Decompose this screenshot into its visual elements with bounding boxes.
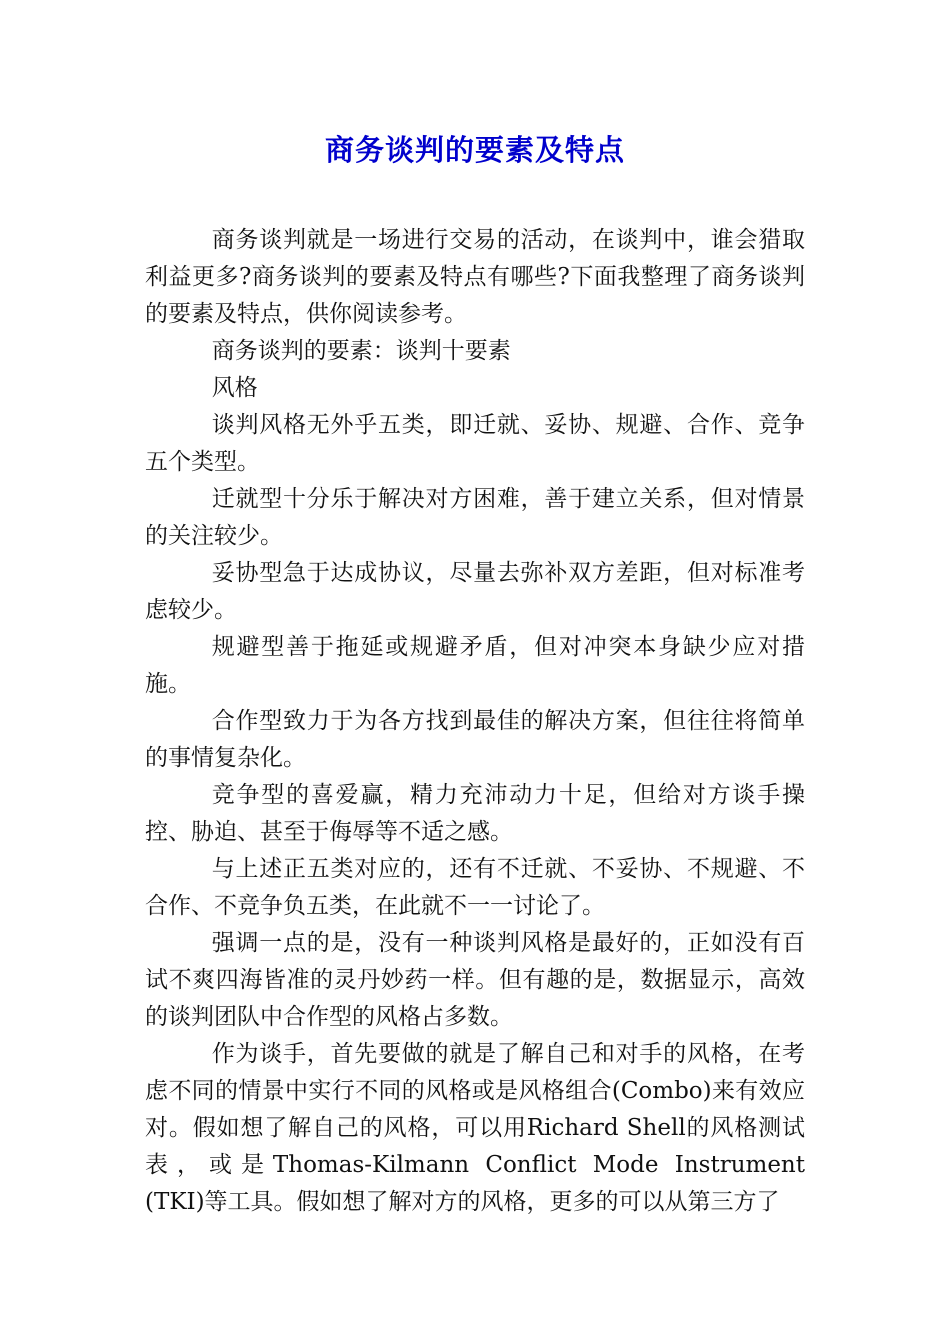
- paragraph-intro: 商务谈判就是一场进行交易的活动，在谈判中，谁会猎取利益更多?商务谈判的要素及特点有哪些?下面我整理了商务谈判的要素及特点，供你阅读参考。: [145, 227, 805, 327]
- paragraph-style-heading: 风格: [211, 375, 258, 401]
- paragraph-avoiding: 规避型善于拖延或规避矛盾，但对冲突本身缺少应对措施。: [145, 634, 805, 697]
- paragraph-know-styles: 作为谈手，首先要做的就是了解自己和对手的风格，在考虑不同的情景中实行不同的风格或是风格组合(Combo)来有效应对。假如想了解自己的风格，可以用Richard Shell的风格测试表，或是Thomas-Kilmann Conflict Mode Instrument (TKI)等工具。假如想了解对方的风格，更多的可以从第三方了: [145, 1041, 805, 1215]
- document-body: [145, 222, 805, 1221]
- paragraph-competing: 竞争型的喜爱赢，精力充沛动力十足，但给对方谈手操控、胁迫、甚至于侮辱等不适之感。: [145, 782, 805, 845]
- paragraph-compromising: 妥协型急于达成协议，尽量去弥补双方差距，但对标准考虑较少。: [145, 560, 805, 623]
- paragraph-emphasis: 强调一点的是，没有一种谈判风格是最好的，正如没有百试不爽四海皆准的灵丹妙药一样。但有趣的是，数据显示，高效的谈判团队中合作型的风格占多数。: [145, 930, 805, 1030]
- paragraph-collaborating: 合作型致力于为各方找到最佳的解决方案，但往往将简单的事情复杂化。: [145, 708, 805, 771]
- paragraph-negative-types: 与上述正五类对应的，还有不迁就、不妥协、不规避、不合作、不竞争负五类，在此就不一一讨论了。: [145, 856, 805, 919]
- document-title: 商务谈判的要素及特点: [324, 133, 625, 167]
- paragraph-section-heading: 商务谈判的要素：谈判十要素: [211, 338, 511, 364]
- paragraph-accommodating: 迁就型十分乐于解决对方困难，善于建立关系，但对情景的关注较少。: [145, 486, 805, 549]
- paragraph-style-types: 谈判风格无外乎五类，即迁就、妥协、规避、合作、竞争五个类型。: [145, 412, 805, 475]
